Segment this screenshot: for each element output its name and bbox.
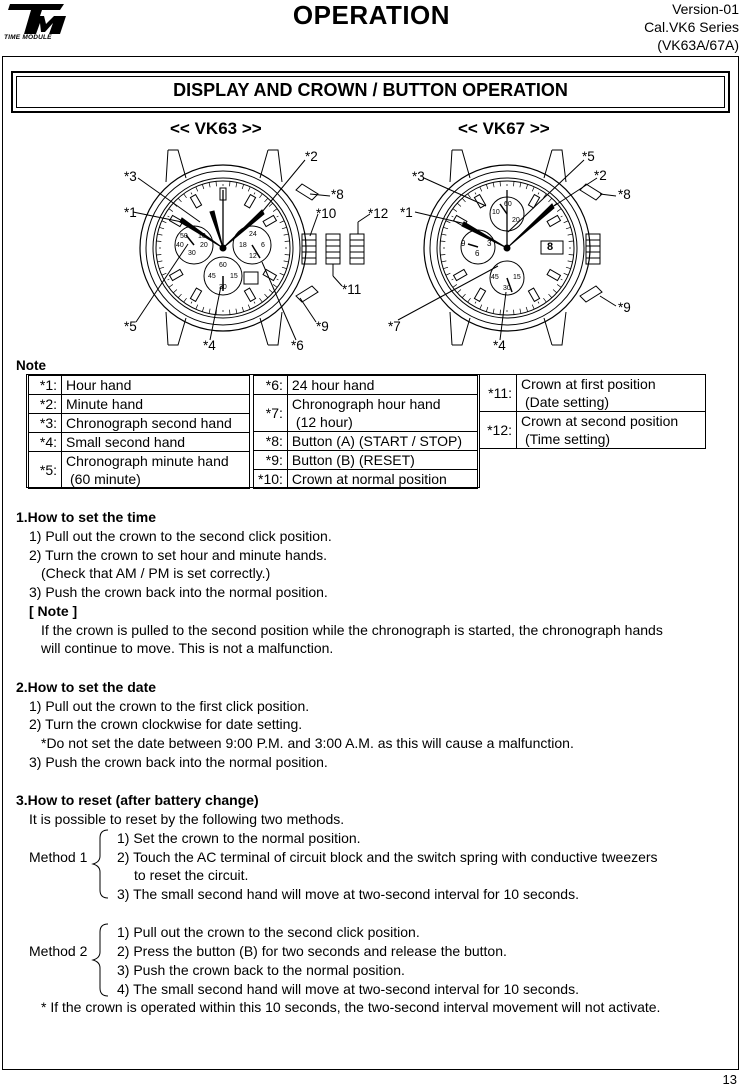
- s1-step-1: 1) Pull out the crown to the second click position.: [29, 528, 332, 544]
- legend-text-line: Crown at first position: [521, 376, 656, 392]
- dial-number: 40: [176, 242, 184, 249]
- minute-tick: [254, 193, 255, 195]
- minute-tick: [196, 305, 198, 310]
- minute-tick: [282, 227, 287, 229]
- callout-vk67-7: *7: [388, 319, 401, 334]
- legend-text: 24 hour hand: [287, 376, 477, 395]
- section-title: DISPLAY AND CROWN / BUTTON OPERATION: [173, 80, 568, 100]
- legend-key: *4:: [29, 433, 62, 452]
- minute-tick: [538, 193, 539, 195]
- table-row: [29, 395, 250, 414]
- s3-footnote: * If the crown is operated within this 10 seconds, the two-second interval movement will not activate.: [41, 999, 661, 1015]
- minute-tick: [462, 198, 465, 202]
- minute-tick: [156, 241, 161, 242]
- s2-warning: *Do not set the date between 9:00 P.M. and 3:00 A.M. as this will cause a malfunction.: [41, 735, 574, 751]
- hour-index: [547, 215, 560, 226]
- minute-tick: [191, 302, 192, 304]
- s1-note-title: [ Note ]: [29, 603, 78, 619]
- dial-number: 15: [230, 273, 238, 280]
- minute-tick: [569, 254, 574, 255]
- minute-tick: [284, 234, 289, 235]
- minute-tick: [209, 309, 210, 314]
- caliber-label: Cal.VK6 Series: [644, 19, 739, 35]
- minute-tick: [520, 309, 521, 314]
- minute-tick: [173, 289, 177, 292]
- minute-tick: [532, 305, 534, 310]
- minute-tick: [168, 279, 170, 280]
- vk63-watch: [133, 150, 370, 345]
- table-row: [29, 414, 250, 433]
- minute-tick: [457, 203, 461, 206]
- callout-vk63-8: *8: [331, 187, 344, 202]
- minute-tick: [178, 198, 181, 202]
- s1-step-3: 3) Push the crown back into the normal position.: [29, 584, 328, 600]
- legend-key: *11:: [480, 375, 517, 412]
- minute-tick: [566, 267, 571, 269]
- legend-table-2: [253, 375, 478, 489]
- minute-tick: [440, 254, 445, 255]
- minute-tick: [486, 307, 488, 312]
- callout-vk63-2: *2: [305, 149, 318, 164]
- legend-text: Button (A) (START / STOP): [287, 432, 477, 451]
- legend-text: [517, 375, 706, 412]
- legend-text-line: (Time setting): [525, 431, 611, 447]
- minute-tick: [202, 184, 204, 189]
- minute-tick: [191, 193, 192, 195]
- callout-vk67-8: *8: [618, 187, 631, 202]
- callout-vk63-10: *10: [316, 206, 337, 221]
- hour-index: [244, 195, 255, 208]
- hour-index: [474, 288, 485, 301]
- table-row: [254, 470, 478, 489]
- minute-tick: [493, 182, 494, 187]
- dial-number: 30: [503, 285, 511, 292]
- minute-tick: [162, 273, 167, 275]
- minute-tick: [280, 273, 285, 275]
- m2-step-4: 4) The small second hand will move at two-second interval for 10 seconds.: [117, 981, 579, 997]
- dial-number: 20: [200, 242, 208, 249]
- callout-vk67-9: *9: [618, 300, 631, 315]
- minute-tick: [561, 279, 563, 280]
- s2-step-1: 1) Pull out the crown to the first click position.: [29, 698, 310, 714]
- minute-tick: [248, 187, 250, 192]
- minute-tick: [475, 302, 476, 304]
- callout-vk67-1: *1: [400, 205, 413, 220]
- dial-number: 15: [513, 274, 521, 281]
- minute-tick: [538, 302, 539, 304]
- hour-index: [528, 195, 539, 208]
- dial-number: 30: [188, 250, 196, 257]
- callout-vk67-4: *4: [493, 338, 506, 353]
- minute-tick: [242, 184, 244, 189]
- minute-tick: [273, 209, 277, 212]
- table-row: [254, 451, 478, 470]
- minute-tick: [277, 279, 279, 280]
- legend-key: *1:: [29, 376, 62, 395]
- minute-tick: [157, 234, 162, 235]
- legend-text: [287, 395, 477, 432]
- dial-number: 18: [239, 242, 247, 249]
- minute-tick: [486, 184, 488, 189]
- minute-tick: [513, 310, 514, 315]
- s2-title: 2.How to set the date: [16, 679, 157, 695]
- minute-tick: [513, 181, 514, 186]
- minute-tick: [480, 187, 482, 192]
- minute-tick: [553, 289, 557, 292]
- minute-tick: [284, 261, 289, 262]
- minute-tick: [457, 289, 461, 292]
- callout-vk63-11: *11: [342, 282, 362, 297]
- hour-index: [170, 269, 183, 280]
- minute-tick: [236, 309, 237, 314]
- minute-tick: [184, 298, 187, 302]
- minute-tick: [462, 294, 465, 298]
- minute-tick: [285, 241, 290, 242]
- page-number: 13: [722, 1072, 737, 1087]
- hour-index: [244, 288, 255, 301]
- minute-tick: [446, 221, 451, 223]
- s1-step-2-note: (Check that AM / PM is set correctly.): [41, 565, 271, 581]
- method-1-label: Method 1: [29, 849, 88, 865]
- minute-tick: [468, 194, 471, 198]
- models-label: (VK63A/67A): [657, 37, 739, 53]
- minute-tick: [564, 221, 569, 223]
- m2-step-3: 3) Push the crown back to the normal position.: [117, 962, 405, 978]
- minute-tick: [441, 234, 446, 235]
- legend-text-line: Chronograph hour hand: [291, 396, 441, 412]
- vk67-watch: [398, 150, 616, 345]
- callout-vk63-1: *1: [124, 205, 137, 220]
- minute-tick: [446, 273, 451, 275]
- minute-tick: [282, 267, 287, 269]
- legend-text: Hour hand: [62, 376, 250, 395]
- minute-tick: [280, 221, 285, 223]
- minute-tick: [259, 298, 262, 302]
- table-row: [254, 376, 478, 395]
- minute-tick: [157, 261, 162, 262]
- minute-tick: [480, 305, 482, 310]
- minute-tick: [156, 254, 161, 255]
- legend-key: *3:: [29, 414, 62, 433]
- minute-tick: [209, 182, 210, 187]
- minute-tick: [493, 309, 494, 314]
- minute-tick: [229, 181, 230, 186]
- minute-tick: [441, 261, 446, 262]
- table-row: [480, 412, 706, 449]
- minute-tick: [564, 273, 569, 275]
- minute-tick: [269, 203, 273, 206]
- note-heading: Note: [16, 358, 46, 373]
- dial-number: 60: [504, 201, 512, 208]
- minute-tick: [162, 221, 167, 223]
- minute-tick: [159, 227, 164, 229]
- minute-tick: [264, 294, 267, 298]
- minute-tick: [532, 187, 534, 192]
- legend-key: *10:: [254, 470, 288, 489]
- minute-tick: [526, 184, 528, 189]
- minute-tick: [264, 198, 267, 202]
- minute-tick: [561, 216, 563, 217]
- minute-tick: [443, 227, 448, 229]
- table-row: [29, 376, 250, 395]
- legend-text-line: (Date setting): [525, 394, 610, 410]
- table-row: [254, 432, 478, 451]
- minute-tick: [229, 310, 230, 315]
- watch-diagram: [0, 140, 743, 355]
- dial-number: 20: [512, 217, 520, 224]
- callout-vk67-2: *2: [594, 168, 607, 183]
- legend-text: Button (B) (RESET): [287, 451, 477, 470]
- minute-tick: [273, 284, 277, 287]
- minute-tick: [500, 310, 501, 315]
- minute-tick: [285, 254, 290, 255]
- dial-number: 6: [475, 249, 480, 258]
- minute-tick: [548, 198, 551, 202]
- minute-tick: [557, 284, 561, 287]
- s3-title: 3.How to reset (after battery change): [16, 792, 259, 808]
- hour-index: [454, 269, 467, 280]
- vk63-label: << VK63 >>: [170, 119, 262, 138]
- legend-key: *9:: [254, 451, 288, 470]
- callout-vk63-6: *6: [291, 338, 304, 353]
- callout-vk63-3: *3: [124, 169, 137, 184]
- minute-tick: [443, 267, 448, 269]
- callout-vk63-4: *4: [203, 338, 216, 353]
- legend-key: *5:: [29, 452, 62, 489]
- legend-text: [62, 452, 250, 489]
- m2-step-1: 1) Pull out the crown to the second click position.: [117, 924, 420, 940]
- legend-key: *12:: [480, 412, 517, 449]
- minute-tick: [500, 181, 501, 186]
- minute-tick: [216, 181, 217, 186]
- legend-text-line: (60 minute): [70, 471, 141, 487]
- minute-tick: [453, 284, 457, 287]
- minute-tick: [259, 194, 262, 198]
- minute-tick: [468, 298, 471, 302]
- s1-note-line-2: will continue to move. This is not a malfunction.: [41, 640, 334, 656]
- hour-index: [190, 288, 201, 301]
- logo-text: TIME MODULE: [4, 34, 52, 41]
- minute-tick: [254, 302, 255, 304]
- dial-number: 10: [198, 233, 206, 240]
- s1-note-line-1: If the crown is pulled to the second position while the chronograph is started, the chronograph hands: [41, 622, 663, 638]
- minute-tick: [452, 279, 454, 280]
- table-row: [29, 452, 250, 489]
- legend-key: *6:: [254, 376, 288, 395]
- vk67-date-digit: 8: [547, 241, 554, 253]
- callout-vk67-3: *3: [412, 169, 425, 184]
- minute-tick: [475, 193, 476, 195]
- method-1-brace: [90, 828, 114, 900]
- s2-step-2: 2) Turn the crown clockwise for date setting.: [29, 716, 303, 732]
- dial-number: 6: [261, 242, 265, 249]
- legend-key: *7:: [254, 395, 288, 432]
- minute-tick: [178, 294, 181, 298]
- dial-number: 3: [487, 239, 492, 248]
- m1-step-3: 3) The small second hand will move at two-second interval for 10 seconds.: [117, 886, 579, 902]
- minute-tick: [169, 284, 173, 287]
- minute-tick: [568, 261, 573, 262]
- minute-tick: [248, 305, 250, 310]
- minute-tick: [242, 307, 244, 312]
- minute-tick: [526, 307, 528, 312]
- vk67-label: << VK67 >>: [458, 119, 550, 138]
- callout-vk63-5: *5: [124, 319, 137, 334]
- legend-text: Chronograph second hand: [62, 414, 250, 433]
- method-2-brace: [90, 922, 114, 998]
- minute-tick: [236, 182, 237, 187]
- minute-tick: [202, 307, 204, 312]
- dial-number: 12: [249, 253, 257, 260]
- dial-number: 9: [461, 239, 466, 248]
- table-row: [254, 395, 478, 432]
- minute-tick: [452, 216, 454, 217]
- m2-step-2: 2) Press the button (B) for two seconds and release the button.: [117, 943, 507, 959]
- minute-tick: [269, 289, 273, 292]
- minute-tick: [568, 234, 573, 235]
- table-row: [480, 375, 706, 412]
- minute-tick: [557, 209, 561, 212]
- legend-text-line: (12 hour): [295, 414, 353, 430]
- legend-table-1: [28, 375, 250, 489]
- callout-vk63-12: *12: [368, 206, 389, 221]
- legend-text-line: Chronograph minute hand: [66, 453, 229, 469]
- legend-key: *2:: [29, 395, 62, 414]
- s1-step-2: 2) Turn the crown to set hour and minute hands.: [29, 547, 328, 563]
- minute-tick: [543, 298, 546, 302]
- hour-index: [190, 195, 201, 208]
- version-block: [644, 0, 739, 54]
- minute-tick: [184, 194, 187, 198]
- callout-vk67-5: *5: [582, 149, 595, 164]
- method-2-label: Method 2: [29, 943, 88, 959]
- m1-step-2: 2) Touch the AC terminal of circuit block and the switch spring with conductive tweezers: [117, 849, 658, 865]
- dial-number: 60: [219, 262, 227, 269]
- legend-text-line: Crown at second position: [521, 413, 679, 429]
- dial-number: 30: [219, 284, 227, 291]
- minute-tick: [548, 294, 551, 298]
- hour-index: [263, 215, 276, 226]
- legend-text: Crown at normal position: [287, 470, 477, 489]
- legend-text: Small second hand: [62, 433, 250, 452]
- minute-tick: [159, 267, 164, 269]
- legend-text: [517, 412, 706, 449]
- minute-tick: [169, 209, 173, 212]
- m1-step-2-cont: to reset the circuit.: [134, 867, 249, 883]
- s2-step-3: 3) Push the crown back into the normal position.: [29, 754, 328, 770]
- dial-number: 10: [492, 209, 500, 216]
- dial-number: 24: [249, 231, 257, 238]
- legend-text: Minute hand: [62, 395, 250, 414]
- dial-number: 50: [180, 233, 188, 240]
- legend-key: *8:: [254, 432, 288, 451]
- s1-title: 1.How to set the time: [16, 509, 157, 525]
- minute-tick: [566, 227, 571, 229]
- minute-tick: [440, 241, 445, 242]
- version-label: Version-01: [672, 1, 739, 17]
- m1-step-1: 1) Set the crown to the normal position.: [117, 830, 361, 846]
- minute-tick: [168, 216, 170, 217]
- callout-vk63-9: *9: [316, 319, 329, 334]
- hour-index: [528, 288, 539, 301]
- dial-number: 45: [491, 274, 499, 281]
- legend-table-3: [479, 374, 706, 449]
- minute-tick: [196, 187, 198, 192]
- minute-tick: [277, 216, 279, 217]
- s3-intro: It is possible to reset by the following two methods.: [29, 811, 345, 827]
- minute-tick: [569, 241, 574, 242]
- hour-index: [547, 269, 560, 280]
- minute-tick: [453, 209, 457, 212]
- dial-number: 45: [208, 273, 216, 280]
- minute-tick: [520, 182, 521, 187]
- page-title: OPERATION: [292, 0, 451, 30]
- table-row: [29, 433, 250, 452]
